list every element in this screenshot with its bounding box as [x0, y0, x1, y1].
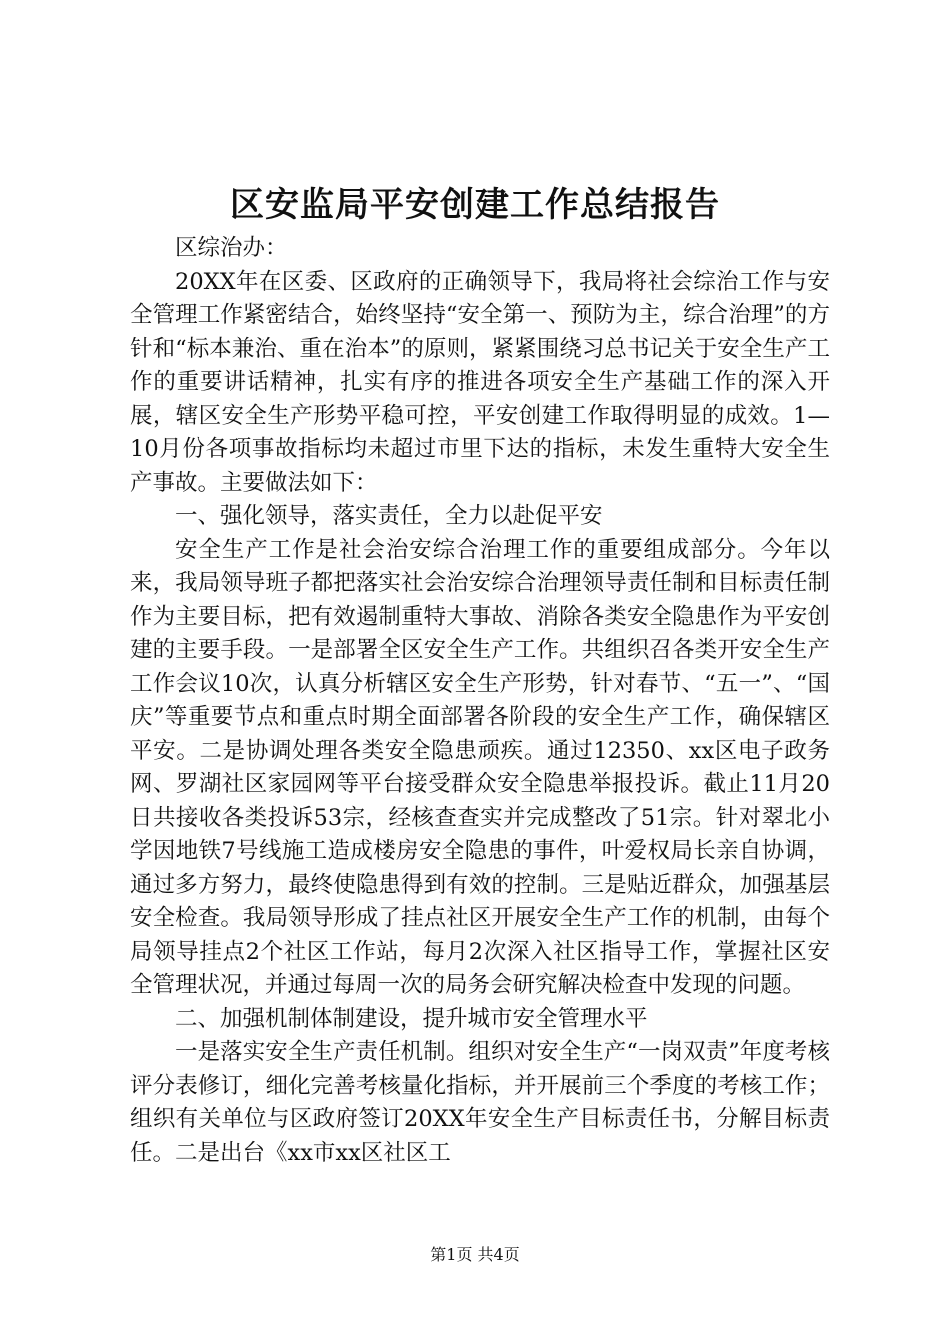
document-title: 区安监局平安创建工作总结报告: [230, 185, 720, 225]
salutation-paragraph: 区综治办：: [175, 235, 288, 261]
section-2-paragraph: 一是落实安全生产责任机制。组织对安全生产“一岗双责”年度考核评分表修订，细化完善考核量化指标，并开展前三个季度的考核工作；组织有关单位与区政府签订20XX年安全生产目标责任书，分解目标责任。二是出台《xx市xx区社区工: [130, 1039, 830, 1166]
document-body: [130, 232, 830, 1170]
section-1-paragraph: 安全生产工作是社会治安综合治理工作的重要组成部分。今年以来，我局领导班子都把落实社会治安综合治理领导责任制和目标责任制作为主要目标，把有效遏制重特大事故、消除各类安全隐患作为平安创建的主要手段。一是部署全区安全生产工作。共组织召各类开安全生产工作会议10次，认真分析辖区安全生产形势，针对春节、“五一”、“国庆”等重要节点和重点时期全面部署各阶段的安全生产工作，确保辖区平安。二是协调处理各类安全隐患顽疾。通过12350、xx区电子政务网、罗湖社区家园网等平台接受群众安全隐患举报投诉。截止11月20日共接收各类投诉53宗，经核查查实并完成整改了51宗。针对翠北小学因地铁7号线施工造成楼房安全隐患的事件，叶爱权局长亲自协调，通过多方努力，最终使隐患得到有效的控制。三是贴近群众，加强基层安全检查。我局领导形成了挂点社区开展安全生产工作的机制，由每个局领导挂点2个社区工作站，每月2次深入社区指导工作，掌握社区安全管理状况，并通过每周一次的局务会研究解决检查中发现的问题。: [130, 536, 830, 998]
intro-paragraph: 20XX年在区委、区政府的正确领导下，我局将社会综治工作与安全管理工作紧密结合，始终坚持“安全第一、预防为主，综合治理”的方针和“标本兼治、重在治本”的原则，紧紧围绕习总书记关于安全生产工作的重要讲话精神，扎实有序的推进各项安全生产基础工作的深入开展，辖区安全生产形势平稳可控，平安创建工作取得明显的成效。1—10月份各项事故指标均未超过市里下达的指标，未发生重特大安全生产事故。主要做法如下：: [130, 268, 830, 496]
section-heading-2: 二、加强机制体制建设，提升城市安全管理水平: [175, 1005, 648, 1032]
page-footer: 第1页 共4页: [430, 1245, 520, 1264]
section-heading-1: 一、强化领导，落实责任，全力以赴促平安: [175, 503, 603, 529]
